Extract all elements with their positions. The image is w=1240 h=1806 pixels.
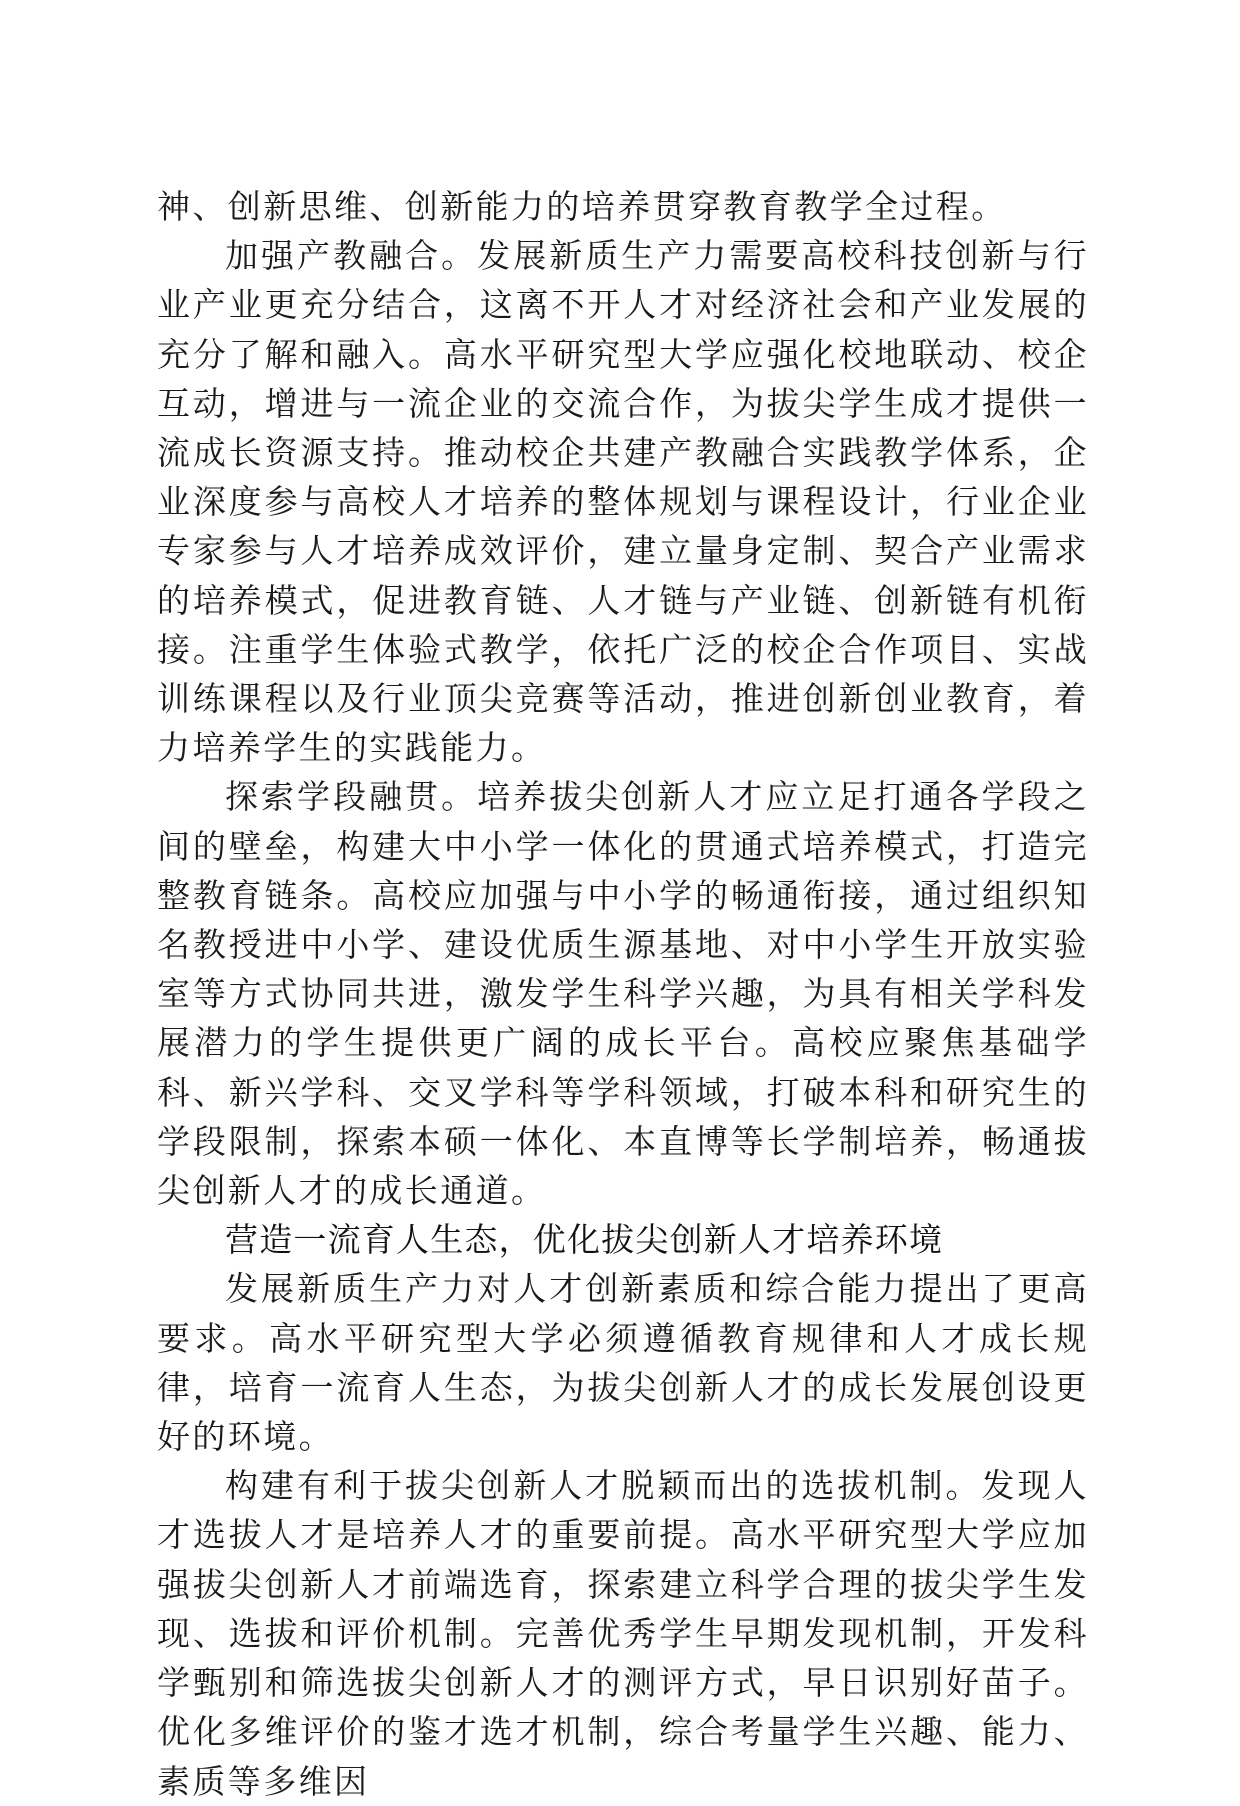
paragraph-stage-integration: 探索学段融贯。培养拔尖创新人才应立足打通各学段之间的壁垒，构建大中小学一体化的贯通式培养模式，打造完整教育链条。高校应加强与中小学的畅通衔接，通过组织知名教授进中小学、建设优质生源基地、对中小学生开放实验室等方式协同共进，激发学生科学兴趣，为具有相关学科发展潜力的学生提供更广阔的成长平台。高校应聚焦基础学科、新兴学科、交叉学科等学科领域，打破本科和研究生的学段限制，探索本硕一体化、本直博等长学制培养，畅通拔尖创新人才的成长通道。 <box>157 777 1089 1211</box>
section-heading: 营造一流育人生态，优化拔尖创新人才培养环境 <box>225 1220 944 1260</box>
paragraph-continuation: 神、创新思维、创新能力的培养贯穿教育教学全过程。 <box>157 187 1007 226</box>
paragraph-industry-education-integration: 加强产教融合。发展新质生产力需要高校科技创新与行业产业更充分结合，这离不开人才对经济社会和产业发展的充分了解和融入。高水平研究型大学应强化校地联动、校企互动，增进与一流企业的交流合作，为拔尖学生成才提供一流成长资源支持。推动校企共建产教融合实践教学体系，企业深度参与高校人才培养的整体规划与课程设计，行业企业专家参与人才培养成效评价，建立量身定制、契合产业需求的培养模式，促进教育链、人才链与产业链、创新链有机衔接。注重学生体验式教学，依托广泛的校企合作项目、实战训练课程以及行业顶尖竞赛等活动，推进创新创业教育，着力培养学生的实践能力。 <box>157 236 1089 768</box>
paragraph-ecosystem-intro: 发展新质生产力对人才创新素质和综合能力提出了更高要求。高水平研究型大学必须遵循教育规律和人才成长规律，培育一流育人生态，为拔尖创新人才的成长发展创设更好的环境。 <box>157 1269 1089 1457</box>
paragraph-selection-mechanism: 构建有利于拔尖创新人才脱颖而出的选拔机制。发现人才选拔人才是培养人才的重要前提。高水平研究型大学应加强拔尖创新人才前端选育，探索建立科学合理的拔尖学生发现、选拔和评价机制。完善优秀学生早期发现机制，开发科学甄别和筛选拔尖创新人才的测评方式，早日识别好苗子。优化多维评价的鉴才选才机制，综合考量学生兴趣、能力、素质等多维因 <box>157 1466 1089 1801</box>
document-page <box>157 182 1089 1806</box>
